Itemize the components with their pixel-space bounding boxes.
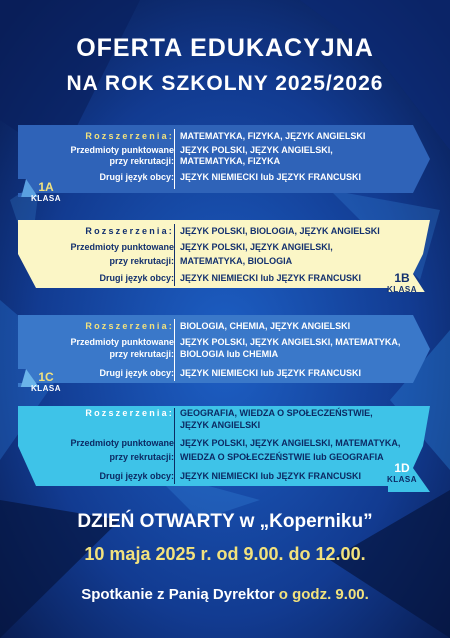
class-panel-1a: [18, 121, 430, 203]
divider: [174, 224, 175, 286]
label-rekrutacja: przy rekrutacji:: [109, 452, 174, 462]
class-badge-1c: 1C KLASA: [30, 370, 62, 393]
label-punktowane: Przedmioty punktowane: [70, 242, 174, 252]
meeting-line: [0, 586, 450, 603]
divider: [174, 319, 175, 381]
label-punktowane: Przedmioty punktowane: [70, 438, 174, 448]
value-rozszerzenia: MATEMATYKA, FIZYKA, JĘZYK ANGIELSKI: [180, 131, 366, 141]
label-rekrutacja: przy rekrutacji:: [109, 156, 174, 166]
value-punktowane: JĘZYK POLSKI, JĘZYK ANGIELSKI, MATEMATYKA,: [180, 337, 401, 347]
value-rozszerzenia: GEOGRAFIA, WIEDZA O SPOŁECZEŃSTWIE,: [180, 408, 373, 418]
label-rekrutacja: przy rekrutacji:: [109, 256, 174, 266]
value-drugi: JĘZYK NIEMIECKI lub JĘZYK FRANCUSKI: [180, 368, 362, 378]
value-punktowane: JĘZYK POLSKI, JĘZYK ANGIELSKI,: [180, 145, 333, 155]
value-punktowane: WIEDZA O SPOŁECZEŃSTWIE lub GEOGRAFIA: [180, 452, 384, 462]
label-drugi: Drugi język obcy:: [99, 471, 174, 481]
value-punktowane: JĘZYK POLSKI, JĘZYK ANGIELSKI,: [180, 242, 333, 252]
label-drugi: Drugi język obcy:: [99, 172, 174, 182]
label-rekrutacja: przy rekrutacji:: [109, 349, 174, 359]
label-rozszerzenia: Rozszerzenia:: [85, 408, 174, 418]
value-drugi: JĘZYK NIEMIECKI lub JĘZYK FRANCUSKI: [180, 172, 362, 182]
label-rozszerzenia: Rozszerzenia:: [85, 321, 174, 331]
label-punktowane: Przedmioty punktowane: [70, 337, 174, 347]
value-punktowane: MATEMATYKA, BIOLOGIA: [180, 256, 293, 266]
label-punktowane: Przedmioty punktowane: [70, 145, 174, 155]
label-rozszerzenia: Rozszerzenia:: [85, 226, 174, 236]
value-rozszerzenia: JĘZYK POLSKI, BIOLOGIA, JĘZYK ANGIELSKI: [180, 226, 380, 236]
class-badge-1b: 1B KLASA: [386, 271, 418, 294]
class-badge-1d: 1D KLASA: [386, 461, 418, 484]
value-punktowane: JĘZYK POLSKI, JĘZYK ANGIELSKI, MATEMATYKA,: [180, 438, 401, 448]
divider: [174, 408, 175, 484]
label-drugi: Drugi język obcy:: [99, 273, 174, 283]
open-day-heading: DZIEŃ OTWARTY w „Koperniku”: [77, 511, 373, 532]
meeting-time: o godz. 9.00.: [278, 586, 369, 603]
meeting-text: Spotkanie z Panią Dyrektor: [81, 586, 275, 603]
value-rozszerzenia: BIOLOGIA, CHEMIA, JĘZYK ANGIELSKI: [180, 321, 351, 331]
value-drugi: JĘZYK NIEMIECKI lub JĘZYK FRANCUSKI: [180, 471, 362, 481]
class-panel-1b: [18, 216, 430, 292]
value-rozszerzenia: JĘZYK ANGIELSKI: [180, 420, 261, 430]
label-drugi: Drugi język obcy:: [99, 368, 174, 378]
label-rozszerzenia: Rozszerzenia:: [85, 131, 174, 141]
title-line-2: NA ROK SZKOLNY 2025/2026: [66, 72, 384, 95]
class-badge-1a: 1A KLASA: [30, 180, 62, 203]
class-panel-1c: [18, 311, 430, 393]
class-panel-1d: [18, 402, 430, 484]
value-punktowane: BIOLOGIA lub CHEMIA: [180, 349, 279, 359]
value-drugi: JĘZYK NIEMIECKI lub JĘZYK FRANCUSKI: [180, 273, 362, 283]
title-line-1: OFERTA EDUKACYJNA: [76, 34, 374, 62]
value-punktowane: MATEMATYKA, FIZYKA: [180, 156, 281, 166]
open-day-date: 10 maja 2025 r. od 9.00. do 12.00.: [84, 544, 366, 564]
divider: [174, 129, 175, 189]
